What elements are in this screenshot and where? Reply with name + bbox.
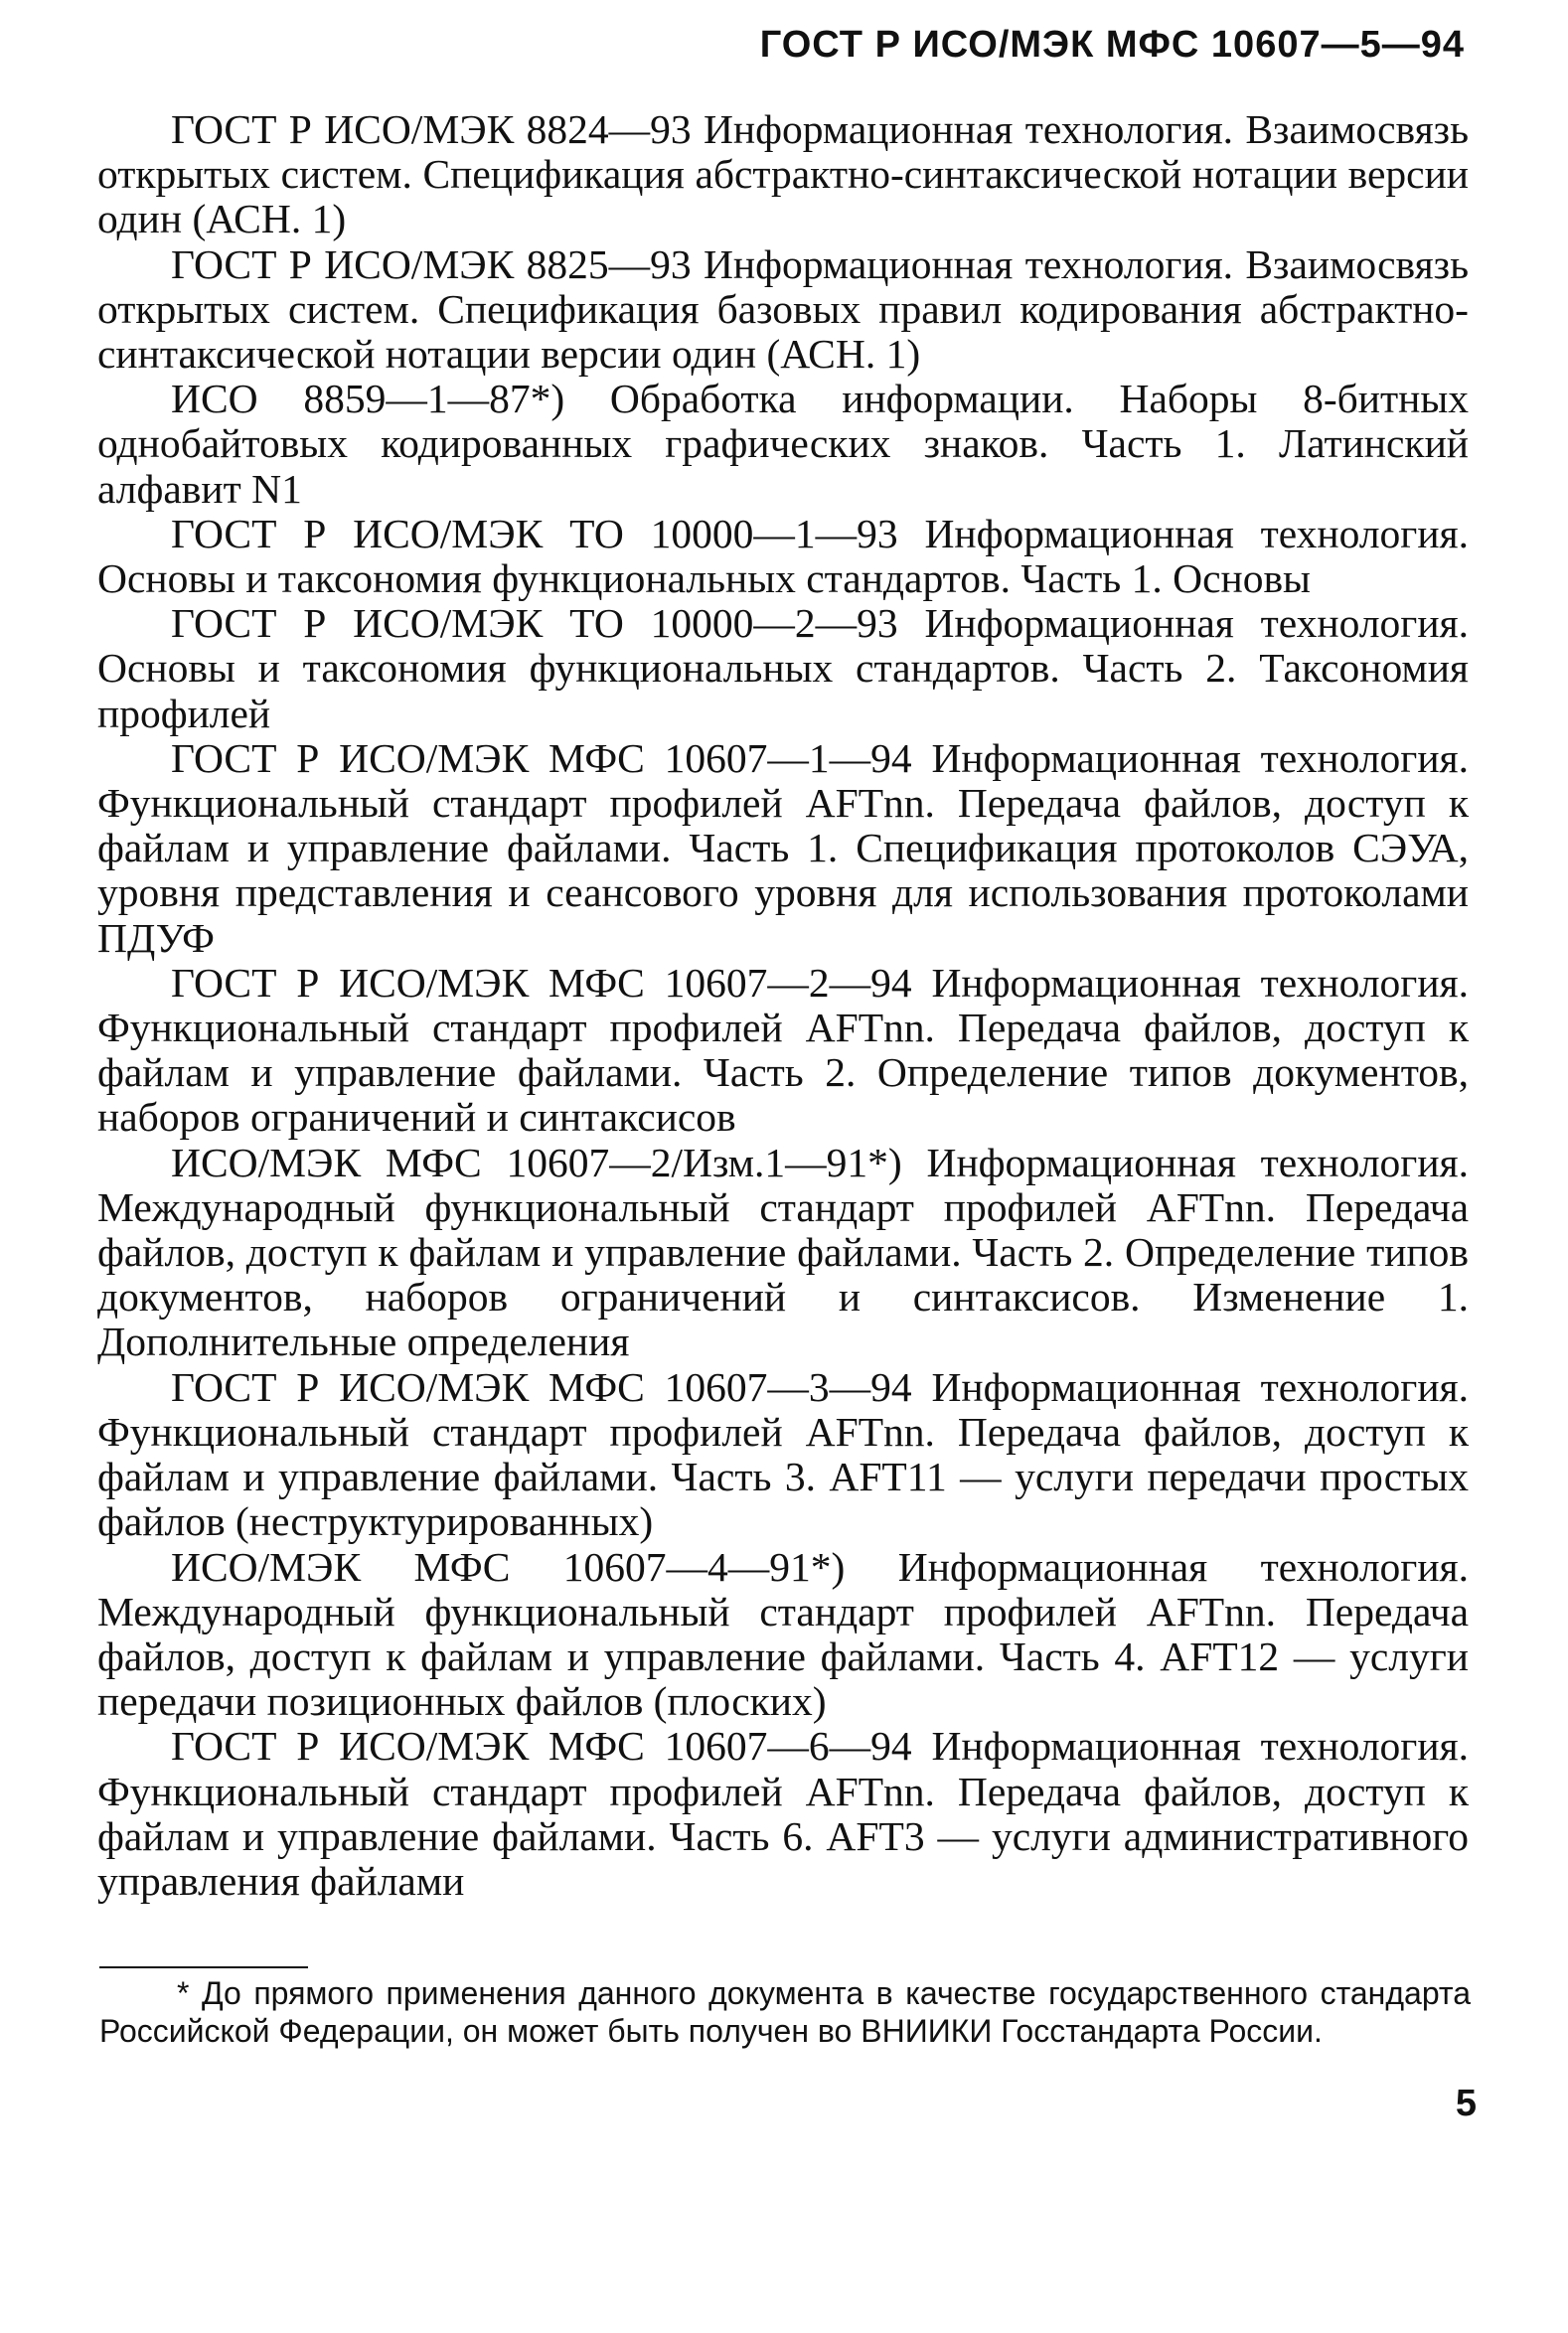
reference-entry: ГОСТ Р ИСО/МЭК МФС 10607—1—94 Информационная технология. Функциональный стандарт профилей AFTnn. Передача файлов, доступ к файлам и управление файлами. Часть 1. Спецификация протоколов СЭУА, уровня представления и сеансового уровня для использования протоколами ПДУФ — [97, 734, 1469, 961]
footnote-divider — [99, 1966, 308, 1968]
reference-entry: ГОСТ Р ИСО/МЭК 8825—93 Информационная технология. Взаимосвязь открытых систем. Спецификация базовых правил кодирования абстрактно-синтаксической нотации версии один (АСН. 1) — [97, 240, 1469, 378]
footnote-text: * До прямого применения данного документа в качестве государственного стандарта Российской Федерации, он может быть получен во ВНИИКИ Госстандарта России. — [99, 1975, 1471, 2049]
reference-entry: ГОСТ Р ИСО/МЭК МФС 10607—3—94 Информационная технология. Функциональный стандарт профилей AFTnn. Передача файлов, доступ к файлам и управление файлами. Часть 3. AFT11 — услуги передачи простых файлов (неструктурированных) — [97, 1363, 1469, 1545]
reference-entry: ГОСТ Р ИСО/МЭК МФС 10607—2—94 Информационная технология. Функциональный стандарт профилей AFTnn. Передача файлов, доступ к файлам и управление файлами. Часть 2. Определение типов документов, наборов ограничений и синтаксисов — [97, 959, 1469, 1141]
reference-entry: ИСО 8859—1—87*) Обработка информации. Наборы 8-битных однобайтовых кодированных графических знаков. Часть 1. Латинский алфавит N1 — [97, 376, 1469, 512]
footnote — [99, 1974, 1471, 2050]
page-header: ГОСТ Р ИСО/МЭК МФС 10607—5—94 — [759, 24, 1465, 66]
references-list — [97, 107, 1469, 1904]
reference-entry: ГОСТ Р ИСО/МЭК ТО 10000—2—93 Информационная технология. Основы и таксономия функциональных стандартов. Часть 2. Таксономия профилей — [97, 600, 1469, 736]
page-number: 5 — [1455, 2083, 1477, 2124]
reference-entry: ГОСТ Р ИСО/МЭК 8824—93 Информационная технология. Взаимосвязь открытых систем. Спецификация абстрактно-синтаксической нотации версии один (АСН. 1) — [97, 106, 1469, 242]
reference-entry: ИСО/МЭК МФС 10607—2/Изм.1—91*) Информационная технология. Международный функциональный стандарт профилей AFTnn. Передача файлов, доступ к файлам и управление файлами. Часть 2. Определение типов документов, наборов ограничений и синтаксисов. Изменение 1. Дополнительные определения — [97, 1139, 1469, 1365]
reference-entry: ГОСТ Р ИСО/МЭК МФС 10607—6—94 Информационная технология. Функциональный стандарт профилей AFTnn. Передача файлов, доступ к файлам и управление файлами. Часть 6. AFT3 — услуги административного управления файлами — [97, 1723, 1469, 1904]
reference-entry: ИСО/МЭК МФС 10607—4—91*) Информационная технология. Международный функциональный стандарт профилей AFTnn. Передача файлов, доступ к файлам и управление файлами. Часть 4. AFT12 — услуги передачи позиционных файлов (плоских) — [97, 1543, 1469, 1725]
reference-entry: ГОСТ Р ИСО/МЭК ТО 10000—1—93 Информационная технология. Основы и таксономия функциональных стандартов. Часть 1. Основы — [97, 510, 1469, 602]
